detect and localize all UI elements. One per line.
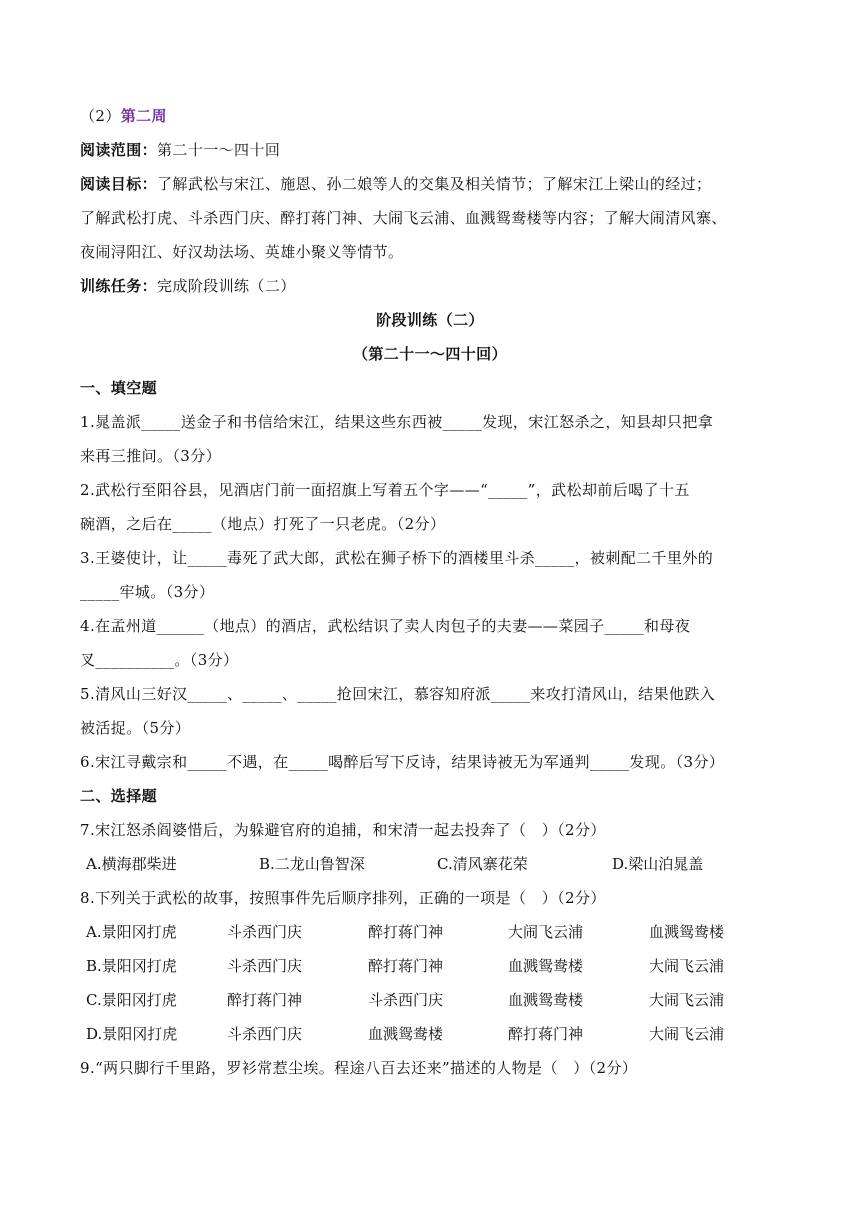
question-5-line-1: 5.清风山三好汉_____、_____、_____抢回宋江，慕容知府派_____来攻打清风山，结果他跌入 <box>80 685 716 703</box>
question-9: 9.“两只脚行千里路，罗衫常惹尘埃。程途八百去还来”描述的人物是（ ）（2分） <box>80 1059 638 1077</box>
reading-goal-line-3: 夜闹浔阳江、好汉劫法场、英雄小聚义等情节。 <box>80 243 404 261</box>
question-8: 8.下列关于武松的故事，按照事件先后顺序排列，正确的一项是（ ）（2分） <box>80 889 606 907</box>
reading-goal-line-1: 阅读目标：了解武松与宋江、施恩、孙二娘等人的交集及相关情节；了解宋江上梁山的经过； <box>80 175 712 193</box>
question-4-line-2: 叉__________。（3分） <box>80 651 239 669</box>
question-6: 6.宋江寻戴宗和_____不遇，在_____喝醉后写下反诗，结果诗被无为军通判_____发现。（3分） <box>80 753 725 771</box>
training-task: 训练任务：完成阶段训练（二） <box>80 277 296 295</box>
option-d: D.梁山泊晁盖 <box>612 855 704 873</box>
option-c: C.清风寨花荣 <box>437 855 528 873</box>
question-3-line-2: _____牢城。（3分） <box>80 583 215 601</box>
section-fill-blank: 一、填空题 <box>80 379 158 397</box>
question-4-line-1: 4.在孟州道______（地点）的酒店，武松结识了卖人肉包子的夫妻——菜园子_____和母夜 <box>80 617 691 635</box>
reading-range: 阅读范围：第二十一～四十回 <box>80 141 281 159</box>
option-a: A.横海郡柴进 <box>86 855 177 873</box>
stage-subtitle: （第二十一～四十回） <box>352 345 507 363</box>
week-heading: （2）第二周 <box>80 107 167 125</box>
week-title: 第二周 <box>120 107 167 125</box>
stage-title: 阶段训练（二） <box>376 311 484 329</box>
reading-goal-line-2: 了解武松打虎、斗杀西门庆、醉打蒋门神、大闹飞云浦、血溅鸳鸯楼等内容；了解大闹清风寨、 <box>80 209 727 227</box>
document-page: （2）第二周 阅读范围：第二十一～四十回 阅读目标：了解武松与宋江、施恩、孙二娘等人的交集及相关情节；了解宋江上梁山的经过； 了解武松打虎、斗杀西门庆、醉打蒋门神、大闹飞云浦、血溅鸳鸯楼等内容；了解大闹清风寨、 夜闹浔阳江、好汉劫法场、英雄小聚义等情节。 训练任务：完成阶段训练（二） 阶段训练（二） （第二十一～四十回） 一、填空题 1.晁盖派_____送金子和书信给宋江，结果这些东西被_____发现，宋江怒杀之，知县却只把拿 来再三推问。（3分） 2.武松行至阳谷县，见酒店门前一面招旗上写着五个字——“_____”，武松却前后喝了十五 碗酒，之后在_____（地点）打死了一只老虎。（2分） 3.王婆使计，让_____毒死了武大郎，武松在狮子桥下的酒楼里斗杀_____，被刺配二千里外的 _____牢城。（3分） 4.在孟州道______（地点）的酒店，武松结识了卖人肉包子的夫妻——菜园子_____和母夜 叉__________。（3分） 5.清风山三好汉_____、_____、_____抢回宋江，慕容知府派_____来攻打清风山，结果他跌入 被活捉。（5分） 6.宋江寻戴宗和_____不遇，在_____喝醉后写下反诗，结果诗被无为军通判_____发现。（3分） 二、选择题 7.宋江怒杀阎婆惜后，为躲避官府的追捕，和宋清一起去投奔了（ ）（2分） A.横海郡柴进 B.二龙山鲁智深 C.清风寨花荣 D.梁山泊晁盖 8.下列关于武松的故事，按照事件先后顺序排列，正确的一项是（ ）（2分） A.景阳冈打虎 斗杀西门庆 醉打蒋门神 大闹飞云浦 血溅鸳鸯楼 B.景阳冈打虎 斗杀西门庆 醉打蒋门神 血溅鸳鸯楼 大闹飞云浦 C.景阳冈打虎 醉打蒋门神 斗杀西门庆 血溅鸳鸯楼 大闹飞云浦 D.景阳冈打虎 斗杀西门庆 血溅鸳鸯楼 醉打蒋门神 大闹飞云浦 9.“两只脚行千里路，罗衫常惹尘埃。程途八百去还来”描述的人物是（ ）（2分） <box>0 0 860 1216</box>
question-2-line-1: 2.武松行至阳谷县，见酒店门前一面招旗上写着五个字——“_____”，武松却前后喝了十五 <box>80 481 690 499</box>
question-1-line-2: 来再三推问。（3分） <box>80 447 222 465</box>
question-1-line-1: 1.晁盖派_____送金子和书信给宋江，结果这些东西被_____发现，宋江怒杀之，知县却只把拿 <box>80 413 714 431</box>
question-3-line-1: 3.王婆使计，让_____毒死了武大郎，武松在狮子桥下的酒楼里斗杀_____，被刺配二千里外的 <box>80 549 714 567</box>
question-2-line-2: 碗酒，之后在_____（地点）打死了一只老虎。（2分） <box>80 515 446 533</box>
section-multiple-choice: 二、选择题 <box>80 787 158 805</box>
question-7: 7.宋江怒杀阎婆惜后，为躲避官府的追捕，和宋清一起去投奔了（ ）（2分） <box>80 821 606 839</box>
question-5-line-2: 被活捉。（5分） <box>80 719 191 737</box>
option-b: B.二龙山鲁智深 <box>259 855 365 873</box>
